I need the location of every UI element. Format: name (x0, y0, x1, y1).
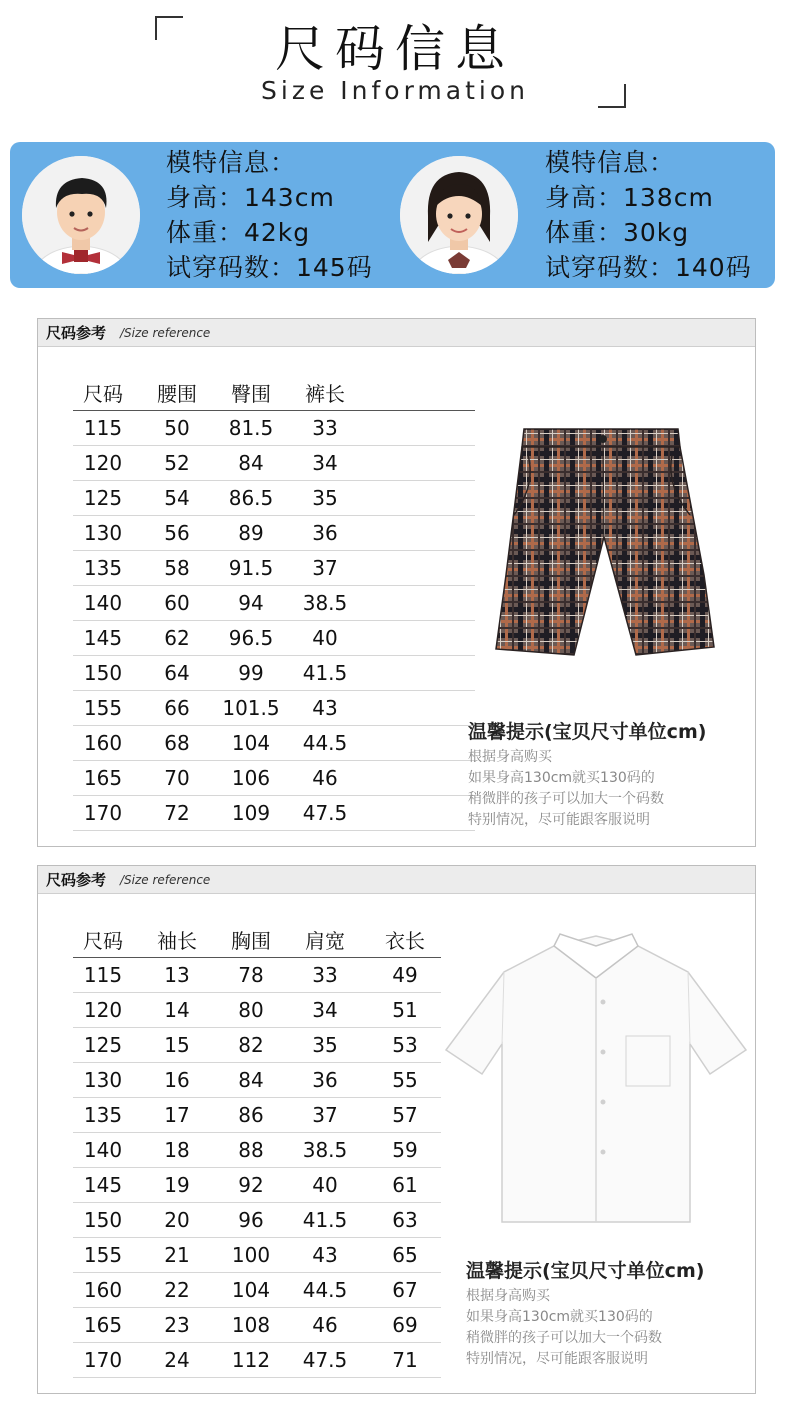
table-cell: 34 (281, 446, 369, 481)
model-boy-label: 模特信息： (166, 148, 297, 177)
table-cell: 100 (221, 1238, 281, 1273)
table-cell: 62 (133, 621, 221, 656)
table-cell: 58 (133, 551, 221, 586)
column-header: 裤长 (281, 374, 369, 411)
tip-line: 特别情况，尽可能跟客服说明 (466, 1351, 648, 1367)
table-cell: 55 (369, 1063, 441, 1098)
table-row (73, 621, 475, 656)
table-row (73, 1168, 441, 1203)
table-cell: 66 (133, 691, 221, 726)
table-cell: 84 (221, 1063, 281, 1098)
table-cell: 69 (369, 1308, 441, 1343)
table-cell: 170 (73, 1343, 133, 1378)
column-header: 衣长 (369, 921, 441, 958)
table-cell: 51 (369, 993, 441, 1028)
table-cell: 170 (73, 796, 133, 831)
table-cell: 38.5 (281, 586, 369, 621)
table-cell: 46 (281, 761, 369, 796)
model-boy-info (166, 145, 373, 285)
table-cell: 43 (281, 1238, 369, 1273)
table-cell: 40 (281, 621, 369, 656)
table-cell: 92 (221, 1168, 281, 1203)
table-cell: 150 (73, 656, 133, 691)
section-header (38, 319, 755, 347)
tip-line: 稍微胖的孩子可以加大一个码数 (466, 1330, 662, 1346)
table-cell: 140 (73, 586, 133, 621)
model-girl-weight: 体重：30kg (545, 218, 690, 247)
table-cell: 35 (281, 481, 369, 516)
table-cell: 89 (221, 516, 281, 551)
section-heading-en: /Size reference (120, 326, 211, 340)
model-boy-size: 试穿码数：145码 (166, 253, 373, 282)
table-cell: 96.5 (221, 621, 281, 656)
shirt-tip (466, 1256, 704, 1370)
table-row (73, 1028, 441, 1063)
column-header: 袖长 (133, 921, 221, 958)
table-cell: 47.5 (281, 1343, 369, 1378)
table-cell: 47.5 (281, 796, 369, 831)
table-cell: 112 (221, 1343, 281, 1378)
table-cell: 109 (221, 796, 281, 831)
table-cell: 120 (73, 446, 133, 481)
table-cell: 130 (73, 1063, 133, 1098)
table-cell: 96 (221, 1203, 281, 1238)
table-cell: 44.5 (281, 726, 369, 761)
table-cell: 64 (133, 656, 221, 691)
table-cell: 94 (221, 586, 281, 621)
table-cell: 135 (73, 1098, 133, 1133)
table-cell: 34 (281, 993, 369, 1028)
table-cell: 165 (73, 761, 133, 796)
table-cell: 15 (133, 1028, 221, 1063)
model-girl-photo (400, 156, 518, 274)
table-cell: 33 (281, 411, 369, 446)
table-cell: 17 (133, 1098, 221, 1133)
table-cell: 43 (281, 691, 369, 726)
table-cell: 18 (133, 1133, 221, 1168)
table-cell: 13 (133, 958, 221, 993)
table-row (73, 586, 475, 621)
table-cell: 84 (221, 446, 281, 481)
table-cell: 41.5 (281, 1203, 369, 1238)
table-cell: 130 (73, 516, 133, 551)
column-header: 肩宽 (281, 921, 369, 958)
table-row (73, 516, 475, 551)
table-cell: 22 (133, 1273, 221, 1308)
table-cell: 106 (221, 761, 281, 796)
table-row (73, 1238, 441, 1273)
tip-line: 特别情况，尽可能跟客服说明 (468, 812, 650, 828)
column-header: 臀围 (221, 374, 281, 411)
table-cell: 155 (73, 1238, 133, 1273)
table-cell: 24 (133, 1343, 221, 1378)
table-row (73, 958, 441, 993)
table-cell: 80 (221, 993, 281, 1028)
table-cell: 72 (133, 796, 221, 831)
table-row (73, 1098, 441, 1133)
shirt-size-table (73, 921, 441, 1378)
shorts-size-table (73, 374, 475, 831)
table-cell: 135 (73, 551, 133, 586)
table-row (73, 446, 475, 481)
table-cell: 81.5 (221, 411, 281, 446)
table-cell: 145 (73, 621, 133, 656)
table-cell: 52 (133, 446, 221, 481)
table-row (73, 551, 475, 586)
table-cell: 71 (369, 1343, 441, 1378)
table-cell: 41.5 (281, 656, 369, 691)
table-cell: 63 (369, 1203, 441, 1238)
table-row (73, 1273, 441, 1308)
table-row (73, 1343, 441, 1378)
table-cell: 56 (133, 516, 221, 551)
plaid-shorts-image (466, 425, 746, 675)
table-cell: 57 (369, 1098, 441, 1133)
table-cell: 99 (221, 656, 281, 691)
shorts-size-section (37, 318, 756, 847)
column-header: 尺码 (73, 374, 133, 411)
table-cell: 35 (281, 1028, 369, 1063)
tip-line: 如果身高130cm就买130码的 (468, 770, 655, 786)
table-row (73, 796, 475, 831)
page-subtitle: Size Information (261, 76, 529, 105)
table-row (73, 656, 475, 691)
table-cell: 86 (221, 1098, 281, 1133)
table-cell: 16 (133, 1063, 221, 1098)
table-cell: 44.5 (281, 1273, 369, 1308)
table-row (73, 761, 475, 796)
table-cell: 37 (281, 551, 369, 586)
table-cell: 65 (369, 1238, 441, 1273)
table-cell: 38.5 (281, 1133, 369, 1168)
table-cell: 104 (221, 726, 281, 761)
table-cell: 91.5 (221, 551, 281, 586)
table-cell: 140 (73, 1133, 133, 1168)
table-cell: 61 (369, 1168, 441, 1203)
table-row (73, 481, 475, 516)
table-cell: 104 (221, 1273, 281, 1308)
model-girl-height: 身高：138cm (545, 183, 714, 212)
table-cell: 125 (73, 1028, 133, 1063)
shorts-tip (468, 717, 706, 831)
table-row (73, 1203, 441, 1238)
column-header: 胸围 (221, 921, 281, 958)
column-header: 尺码 (73, 921, 133, 958)
table-row (73, 993, 441, 1028)
table-cell: 160 (73, 1273, 133, 1308)
tip-title: 温馨提示(宝贝尺寸单位cm) (466, 1260, 705, 1282)
tip-line: 如果身高130cm就买130码的 (466, 1309, 653, 1325)
table-cell: 37 (281, 1098, 369, 1133)
table-cell: 21 (133, 1238, 221, 1273)
table-cell: 60 (133, 586, 221, 621)
table-cell: 86.5 (221, 481, 281, 516)
table-row (73, 1308, 441, 1343)
table-cell: 53 (369, 1028, 441, 1063)
table-cell: 115 (73, 958, 133, 993)
shirt-size-section (37, 865, 756, 1394)
table-cell: 49 (369, 958, 441, 993)
table-header-row (73, 921, 441, 958)
table-cell: 50 (133, 411, 221, 446)
table-cell: 54 (133, 481, 221, 516)
table-cell: 23 (133, 1308, 221, 1343)
table-cell: 160 (73, 726, 133, 761)
section-header (38, 866, 755, 894)
table-row (73, 726, 475, 761)
table-cell: 70 (133, 761, 221, 796)
section-heading-cn: 尺码参考 (46, 324, 107, 342)
table-cell: 46 (281, 1308, 369, 1343)
table-cell: 120 (73, 993, 133, 1028)
table-cell: 125 (73, 481, 133, 516)
table-cell: 78 (221, 958, 281, 993)
table-cell: 33 (281, 958, 369, 993)
table-cell: 68 (133, 726, 221, 761)
table-cell: 165 (73, 1308, 133, 1343)
table-cell: 59 (369, 1133, 441, 1168)
table-cell: 19 (133, 1168, 221, 1203)
white-shirt-image (444, 932, 748, 1232)
table-cell: 82 (221, 1028, 281, 1063)
page-title: 尺码信息 (275, 20, 515, 78)
tip-line: 根据身高购买 (466, 1288, 550, 1304)
model-boy-photo (22, 156, 140, 274)
table-cell: 36 (281, 1063, 369, 1098)
section-heading-en: /Size reference (120, 873, 211, 887)
table-cell: 20 (133, 1203, 221, 1238)
column-header: 腰围 (133, 374, 221, 411)
tip-line: 稍微胖的孩子可以加大一个码数 (468, 791, 664, 807)
table-cell: 115 (73, 411, 133, 446)
model-girl-size: 试穿码数：140码 (545, 253, 752, 282)
table-row (73, 691, 475, 726)
model-girl-label: 模特信息： (545, 148, 676, 177)
model-girl-info (545, 145, 752, 285)
table-row (73, 1133, 441, 1168)
table-cell: 67 (369, 1273, 441, 1308)
table-cell: 145 (73, 1168, 133, 1203)
table-cell: 40 (281, 1168, 369, 1203)
section-heading-cn: 尺码参考 (46, 871, 107, 889)
table-cell: 88 (221, 1133, 281, 1168)
tip-line: 根据身高购买 (468, 749, 552, 765)
table-cell: 101.5 (221, 691, 281, 726)
table-cell: 108 (221, 1308, 281, 1343)
model-boy-height: 身高：143cm (166, 183, 335, 212)
model-boy-weight: 体重：42kg (166, 218, 311, 247)
table-cell: 36 (281, 516, 369, 551)
table-cell: 150 (73, 1203, 133, 1238)
table-row (73, 1063, 441, 1098)
table-cell: 155 (73, 691, 133, 726)
table-cell: 14 (133, 993, 221, 1028)
table-row (73, 411, 475, 446)
tip-title: 温馨提示(宝贝尺寸单位cm) (468, 721, 707, 743)
table-header-row (73, 374, 475, 411)
